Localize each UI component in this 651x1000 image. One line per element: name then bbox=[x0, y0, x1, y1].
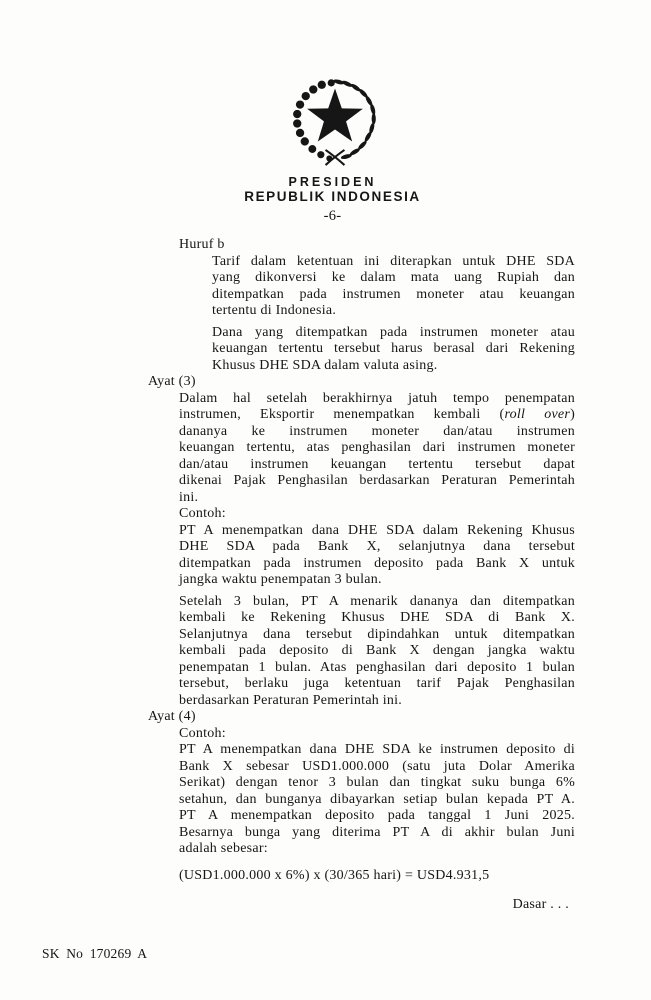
text-line: Dalam hal setelah berakhirnya jatuh tempo penempatan bbox=[179, 390, 575, 406]
star-icon bbox=[307, 89, 363, 142]
letterhead-title-line1: PRESIDEN bbox=[288, 175, 377, 189]
section-label-ayat-3: Ayat (3) bbox=[148, 374, 196, 389]
text-line: tersebut, berlaku juga ketentuan tarif Pajak Penghasilan bbox=[179, 676, 575, 691]
document-body bbox=[148, 237, 575, 914]
text-line: setahun, dan bunganya dibayarkan setiap bulan kepada PT A. bbox=[179, 791, 575, 807]
italic-text-roll-over: roll over bbox=[504, 407, 571, 422]
text-line: Khusus DHE SDA dalam valuta asing. bbox=[212, 357, 438, 373]
text-line: PT A menempatkan dana DHE SDA ke instrumen deposito di bbox=[179, 742, 575, 757]
text-segment: instrumen, Eksportir menempatkan kembali ( bbox=[179, 407, 505, 422]
letterhead bbox=[0, 76, 651, 225]
huruf-b-paragraph-1 bbox=[212, 254, 575, 320]
text-line: Selanjutnya dana tersebut dipindahkan untuk ditempatkan bbox=[179, 626, 575, 642]
text-line: tertentu di Indonesia. bbox=[212, 303, 337, 318]
contoh-label: Contoh: bbox=[179, 506, 226, 521]
text-line: PT A menempatkan deposito pada tanggal 1 Juni 2025. bbox=[179, 808, 575, 823]
catchword: Dasar . . . bbox=[512, 897, 569, 912]
ayat-3-example-paragraph-1 bbox=[179, 523, 575, 589]
text-line bbox=[179, 407, 575, 424]
huruf-b-paragraph-2 bbox=[212, 325, 575, 375]
text-line: jangka waktu penempatan 3 bulan. bbox=[179, 572, 382, 587]
text-line: ditempatkan pada instrumen deposito pada Bank X untuk bbox=[179, 555, 575, 571]
text-line: ditempatkan pada instrumen moneter atau keuangan bbox=[212, 286, 575, 302]
doc-number: SK No 170269 A bbox=[42, 946, 148, 961]
interest-formula: (USD1.000.000 x 6%) x (30/365 hari) = USD4.931,5 bbox=[179, 867, 490, 883]
text-line: yang dikonversi ke dalam mata uang Rupiah dan bbox=[212, 270, 575, 285]
text-line: Serikat) dengan tenor 3 bulan dan tingkat suku bunga 6% bbox=[179, 775, 575, 790]
text-line: Besarnya bunga yang diterima PT A di akhir bulan Juni bbox=[179, 824, 575, 840]
text-line: Bank X sebesar USD1.000.000 (satu juta Dolar Amerika bbox=[179, 758, 575, 774]
section-label-huruf-b: Huruf b bbox=[179, 237, 225, 252]
presidential-star-wreath-seal-icon bbox=[284, 76, 386, 171]
text-line: penempatan 1 bulan. Atas penghasilan dari deposito 1 bulan bbox=[179, 659, 575, 675]
text-line: dikenai Pajak Penghasilan berdasarkan Peraturan Pemerintah bbox=[179, 473, 575, 488]
text-segment: ) bbox=[570, 407, 575, 422]
text-line: Setelah 3 bulan, PT A menarik dananya dan ditempatkan bbox=[179, 593, 575, 609]
ayat-3-paragraph-1 bbox=[179, 391, 575, 507]
ayat-4-example-paragraph bbox=[179, 742, 575, 858]
text-line: keuangan tertentu tersebut harus berasal dari Rekening bbox=[212, 341, 575, 356]
contoh-label: Contoh: bbox=[179, 725, 226, 741]
section-label-ayat-4: Ayat (4) bbox=[148, 709, 196, 724]
text-line: kembali ke Rekening Khusus DHE SDA di Bank X. bbox=[179, 610, 575, 625]
text-line: PT A menempatkan dana DHE SDA dalam Rekening Khusus bbox=[179, 522, 575, 538]
text-line: DHE SDA pada Bank X, selanjutnya dana tersebut bbox=[179, 539, 575, 554]
letterhead-title-line2: REPUBLIK INDONESIA bbox=[244, 189, 421, 204]
text-line: berdasarkan Peraturan Pemerintah ini. bbox=[179, 692, 403, 708]
text-line: Tarif dalam ketentuan ini diterapkan untuk DHE SDA bbox=[212, 253, 575, 269]
text-line: dan/atau instrumen keuangan tertentu tersebut dapat bbox=[179, 456, 575, 472]
text-line: kembali pada deposito di Bank X dengan jangka waktu bbox=[179, 643, 575, 658]
text-line: adalah sebesar: bbox=[179, 841, 268, 856]
text-line: ini. bbox=[179, 489, 199, 505]
text-line: Dana yang ditempatkan pada instrumen moneter atau bbox=[212, 324, 575, 340]
ayat-3-example-paragraph-2 bbox=[179, 594, 575, 710]
text-line: dananya ke instrumen moneter dan/atau instrumen bbox=[179, 423, 575, 439]
page-number: -6- bbox=[323, 208, 342, 224]
text-line: keuangan tertentu, atas penghasilan dari instrumen moneter bbox=[179, 440, 575, 455]
